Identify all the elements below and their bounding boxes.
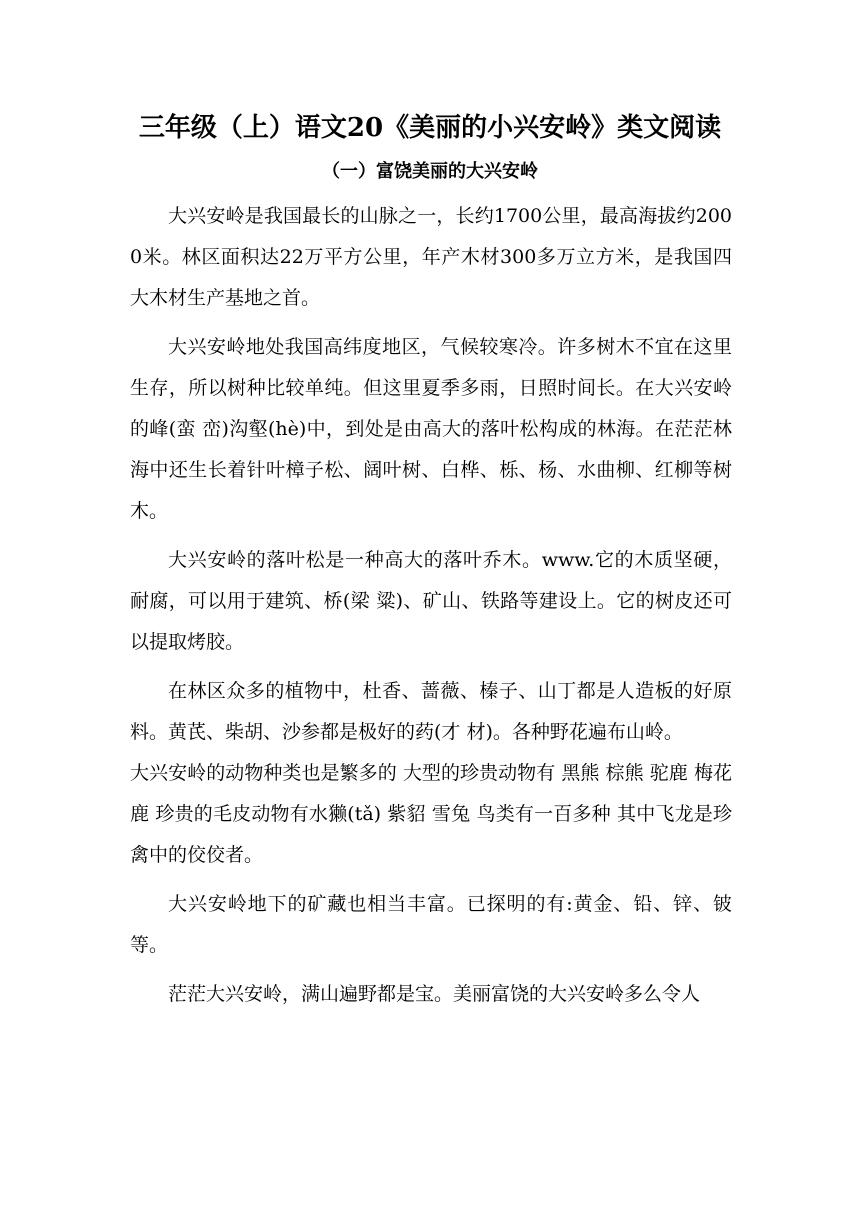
document-body [130, 196, 732, 1015]
document-title: 三年级（上）语文20《美丽的小兴安岭》类文阅读 [138, 113, 722, 143]
paragraph-larch: 大兴安岭的落叶松是一种高大的落叶乔木。www.它的木质坚硬，耐腐，可以用于建筑、桥(梁 粱)、矿山、铁路等建设上。它的树皮还可以提取烤胶。 [130, 549, 732, 653]
paragraph-conclusion: 茫茫大兴安岭，满山遍野都是宝。美丽富饶的大兴安岭多么令人 [168, 983, 701, 1005]
paragraph-animals: 大兴安岭的动物种类也是繁多的 大型的珍贵动物有 黑熊 棕熊 驼鹿 梅花鹿 珍贵的毛皮动物有水獭(tǎ) 紫貂 雪兔 鸟类有一百多种 其中飞龙是珍禽中的佼佼者。 [130, 762, 732, 866]
paragraph-overview: 大兴安岭是我国最长的山脉之一，长约1700公里，最高海拔约2000米。林区面积达22万平方公里，年产木材300多万立方米，是我国四大木材生产基地之首。 [130, 205, 732, 309]
document-subtitle: （一）富饶美丽的大兴安岭 [322, 161, 538, 182]
paragraph-plants: 在林区众多的植物中，杜香、蔷薇、榛子、山丁都是人造板的好原料。黄芪、柴胡、沙参都是极好的药(才 材)。各种野花遍布山岭。 [130, 680, 732, 743]
paragraph-minerals: 大兴安岭地下的矿藏也相当丰富。已探明的有:黄金、铅、锌、铍等。 [130, 893, 732, 956]
paragraph-climate-trees: 大兴安岭地处我国高纬度地区，气候较寒冷。许多树木不宜在这里生存，所以树种比较单纯。但这里夏季多雨，日照时间长。在大兴安岭的峰(蛮 峦)沟壑(hè)中，到处是由高大的落叶松构成的林海。在茫茫林海中还生长着针叶樟子松、阔叶树、白桦、栎、杨、水曲柳、红柳等树木。 [130, 336, 732, 522]
